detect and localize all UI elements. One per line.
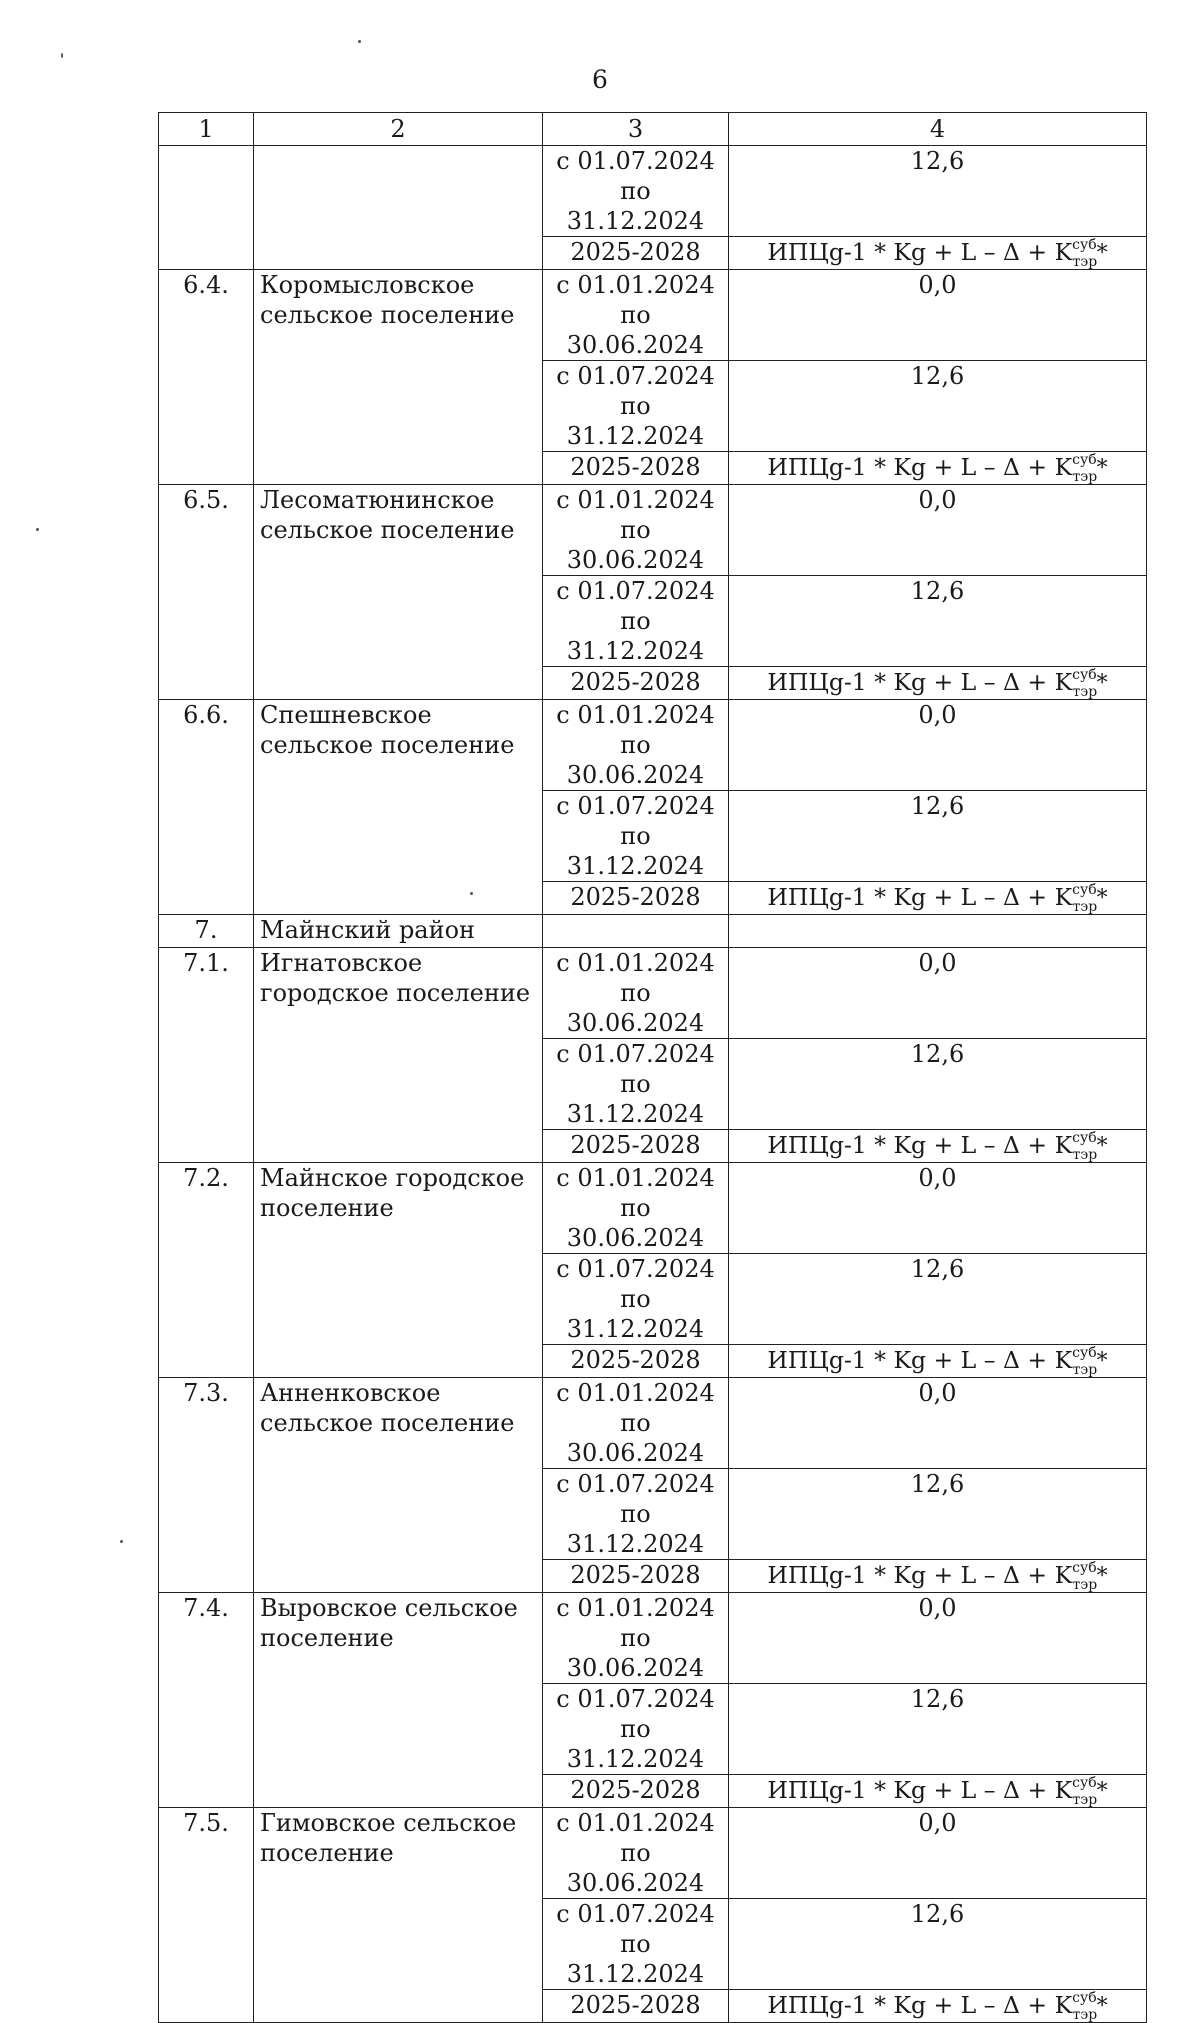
- period-cell: с 01.01.2024 по 30.06.2024: [543, 700, 729, 791]
- period-cell: 2025-2028: [543, 452, 729, 485]
- settlement-name: Коромысловское сельское поселение: [254, 270, 543, 485]
- value-cell: [729, 915, 1147, 948]
- scan-speck: [470, 892, 473, 895]
- row-number: 7.: [159, 915, 254, 948]
- formula-sup: суб: [1072, 1775, 1097, 1792]
- period-cell: с 01.07.2024 по 31.12.2024: [543, 1899, 729, 1990]
- table-row: [159, 948, 1147, 1039]
- formula-index: $^{суб}_{тэр}$: [1072, 1990, 1098, 2023]
- formula-tail: *: [1096, 1349, 1108, 1374]
- period-cell: с 01.07.2024 по 31.12.2024: [543, 361, 729, 452]
- value-cell: 12,6: [729, 1039, 1147, 1130]
- period-cell: с 01.01.2024 по 30.06.2024: [543, 485, 729, 576]
- period-cell: с 01.01.2024 по 30.06.2024: [543, 1163, 729, 1254]
- formula-sup: суб: [1072, 237, 1097, 254]
- formula-sup: суб: [1072, 452, 1097, 469]
- value-cell: 12,6: [729, 361, 1147, 452]
- period-cell: 2025-2028: [543, 237, 729, 270]
- formula-main: ИПЦg-1 * Kg + L – Δ + K: [767, 883, 1073, 911]
- value-cell: 0,0: [729, 1808, 1147, 1899]
- formula-sup: суб: [1072, 1345, 1097, 1362]
- value-cell: 0,0: [729, 485, 1147, 576]
- period-cell: [543, 915, 729, 948]
- formula-tail: *: [1096, 241, 1108, 266]
- formula-cell: [729, 1130, 1147, 1163]
- formula-tail: *: [1096, 456, 1108, 481]
- formula-index: $^{суб}_{тэр}$: [1072, 882, 1098, 915]
- period-cell: с 01.07.2024 по 31.12.2024: [543, 1469, 729, 1560]
- formula-main: ИПЦg-1 * Kg + L – Δ + K: [767, 453, 1073, 481]
- header-cell-3: 3: [543, 113, 729, 146]
- value-cell: 0,0: [729, 270, 1147, 361]
- settlement-name: Игнатовское городское поселение: [254, 948, 543, 1163]
- page-number: 6: [592, 65, 608, 94]
- period-cell: 2025-2028: [543, 1560, 729, 1593]
- value-cell: 12,6: [729, 1684, 1147, 1775]
- formula-cell: [729, 237, 1147, 270]
- formula-tail: *: [1096, 1779, 1108, 1804]
- formula-main: ИПЦg-1 * Kg + L – Δ + K: [767, 1346, 1073, 1374]
- formula-cell: [729, 1560, 1147, 1593]
- header-cell-4: 4: [729, 113, 1147, 146]
- value-cell: 0,0: [729, 700, 1147, 791]
- formula-index: $^{суб}_{тэр}$: [1072, 237, 1098, 270]
- formula-cell: [729, 1775, 1147, 1808]
- table-row: [159, 700, 1147, 791]
- settlement-name: Гимовское сельское поселение: [254, 1808, 543, 2023]
- tariff-table-body: [159, 113, 1147, 2023]
- row-number: 6.4.: [159, 270, 254, 485]
- formula-tail: *: [1096, 671, 1108, 696]
- period-cell: 2025-2028: [543, 667, 729, 700]
- formula-tail: *: [1096, 1564, 1108, 1589]
- formula-cell: [729, 667, 1147, 700]
- period-cell: с 01.07.2024 по 31.12.2024: [543, 1684, 729, 1775]
- formula-cell: [729, 1990, 1147, 2023]
- scan-speck: [120, 1540, 123, 1543]
- formula-index: $^{суб}_{тэр}$: [1072, 1775, 1098, 1808]
- header-row: [159, 113, 1147, 146]
- period-cell: с 01.07.2024 по 31.12.2024: [543, 576, 729, 667]
- formula-cell: [729, 452, 1147, 485]
- formula-index: $^{суб}_{тэр}$: [1072, 667, 1098, 700]
- value-cell: 12,6: [729, 791, 1147, 882]
- table-row: [159, 1163, 1147, 1254]
- formula-cell: [729, 1345, 1147, 1378]
- settlement-name: Майнское городское поселение: [254, 1163, 543, 1378]
- formula-tail: *: [1096, 886, 1108, 911]
- formula-sup: суб: [1072, 1560, 1097, 1577]
- formula-sup: суб: [1072, 1990, 1097, 2007]
- value-cell: 12,6: [729, 576, 1147, 667]
- scan-speck: [36, 528, 39, 531]
- scan-speck: [358, 40, 361, 43]
- settlement-name: Выровское сельское поселение: [254, 1593, 543, 1808]
- period-cell: с 01.07.2024 по 31.12.2024: [543, 146, 729, 237]
- row-number: 7.2.: [159, 1163, 254, 1378]
- period-cell: 2025-2028: [543, 1345, 729, 1378]
- header-cell-2: 2: [254, 113, 543, 146]
- period-cell: с 01.07.2024 по 31.12.2024: [543, 791, 729, 882]
- value-cell: 12,6: [729, 1469, 1147, 1560]
- settlement-name: Спешневское сельское поселение: [254, 700, 543, 915]
- district-name: Майнский район: [254, 915, 543, 948]
- period-cell: с 01.01.2024 по 30.06.2024: [543, 948, 729, 1039]
- period-cell: 2025-2028: [543, 1130, 729, 1163]
- table-row: [159, 1593, 1147, 1684]
- period-cell: с 01.01.2024 по 30.06.2024: [543, 1593, 729, 1684]
- formula-main: ИПЦg-1 * Kg + L – Δ + K: [767, 668, 1073, 696]
- formula-main: ИПЦg-1 * Kg + L – Δ + K: [767, 1131, 1073, 1159]
- formula-index: $^{суб}_{тэр}$: [1072, 1345, 1098, 1378]
- row-number: 7.4.: [159, 1593, 254, 1808]
- formula-tail: *: [1096, 1994, 1108, 2019]
- tariff-table: [158, 112, 1147, 2023]
- period-cell: с 01.07.2024 по 31.12.2024: [543, 1254, 729, 1345]
- period-cell: с 01.01.2024 по 30.06.2024: [543, 270, 729, 361]
- table-row: [159, 146, 1147, 237]
- table-row: [159, 1808, 1147, 1899]
- value-cell: 0,0: [729, 948, 1147, 1039]
- district-row: [159, 915, 1147, 948]
- row-number: 7.1.: [159, 948, 254, 1163]
- formula-main: ИПЦg-1 * Kg + L – Δ + K: [767, 1776, 1073, 1804]
- formula-sup: суб: [1072, 882, 1097, 899]
- value-cell: 12,6: [729, 146, 1147, 237]
- formula-main: ИПЦg-1 * Kg + L – Δ + K: [767, 238, 1073, 266]
- header-cell-1: 1: [159, 113, 254, 146]
- period-cell: 2025-2028: [543, 1990, 729, 2023]
- period-cell: 2025-2028: [543, 882, 729, 915]
- row-number: 6.5.: [159, 485, 254, 700]
- formula-index: $^{суб}_{тэр}$: [1072, 1130, 1098, 1163]
- period-cell: 2025-2028: [543, 1775, 729, 1808]
- value-cell: 12,6: [729, 1254, 1147, 1345]
- scan-speck: [61, 53, 63, 58]
- formula-sup: суб: [1072, 667, 1097, 684]
- value-cell: 0,0: [729, 1378, 1147, 1469]
- row-number: 7.3.: [159, 1378, 254, 1593]
- formula-main: ИПЦg-1 * Kg + L – Δ + K: [767, 1561, 1073, 1589]
- row-number: 7.5.: [159, 1808, 254, 2023]
- table-row: [159, 1378, 1147, 1469]
- settlement-name: Лесоматюнинское сельское поселение: [254, 485, 543, 700]
- settlement-name: [254, 146, 543, 270]
- formula-tail: *: [1096, 1134, 1108, 1159]
- settlement-name: Анненковское сельское поселение: [254, 1378, 543, 1593]
- table-row: [159, 485, 1147, 576]
- value-cell: 0,0: [729, 1593, 1147, 1684]
- formula-main: ИПЦg-1 * Kg + L – Δ + K: [767, 1991, 1073, 2019]
- value-cell: 12,6: [729, 1899, 1147, 1990]
- period-cell: с 01.01.2024 по 30.06.2024: [543, 1378, 729, 1469]
- formula-index: $^{суб}_{тэр}$: [1072, 1560, 1098, 1593]
- row-number: 6.6.: [159, 700, 254, 915]
- table-row: [159, 270, 1147, 361]
- formula-sup: суб: [1072, 1130, 1097, 1147]
- formula-index: $^{суб}_{тэр}$: [1072, 452, 1098, 485]
- period-cell: с 01.01.2024 по 30.06.2024: [543, 1808, 729, 1899]
- row-number: [159, 146, 254, 270]
- formula-cell: [729, 882, 1147, 915]
- period-cell: с 01.07.2024 по 31.12.2024: [543, 1039, 729, 1130]
- value-cell: 0,0: [729, 1163, 1147, 1254]
